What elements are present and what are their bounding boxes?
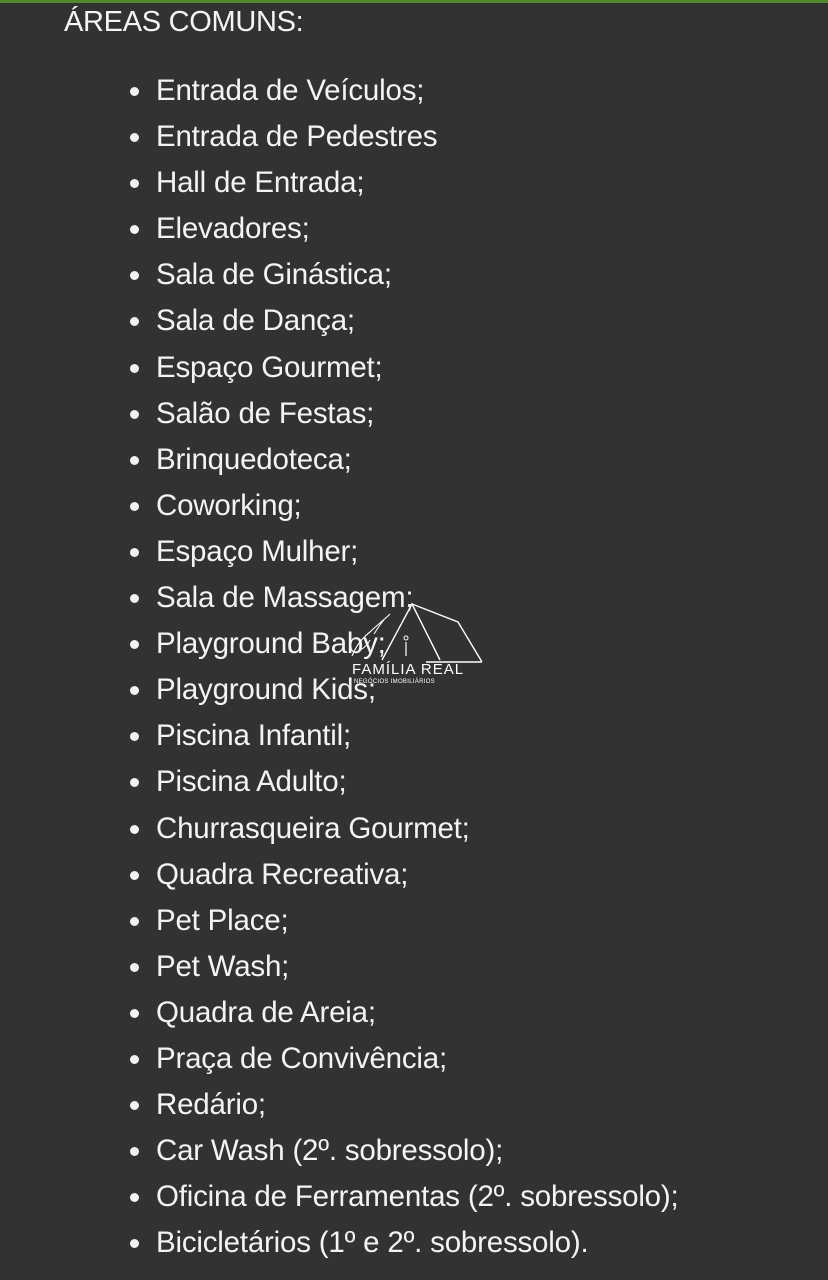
list-item-text: Piscina Adulto;	[156, 765, 347, 799]
list-item-text: Sala de Dança;	[156, 304, 355, 338]
list-item	[0, 1082, 679, 1128]
bullet-icon	[130, 1009, 139, 1018]
bullet-icon	[130, 686, 139, 695]
bullet-icon	[130, 825, 139, 834]
list-item	[0, 759, 679, 805]
bullet-icon	[130, 271, 139, 280]
list-item	[0, 391, 679, 437]
bullet-icon	[130, 87, 139, 96]
list-item-text: Sala de Massagem;	[156, 581, 414, 615]
list-item-text: Playground Baby;	[156, 627, 386, 661]
list-item-text: Brinquedoteca;	[156, 442, 352, 476]
bullet-icon	[130, 225, 139, 234]
bullet-icon	[130, 1239, 139, 1248]
list-item	[0, 114, 679, 160]
bullet-icon	[130, 640, 139, 649]
list-item-text: Entrada de Pedestres	[156, 120, 438, 154]
bullet-icon	[130, 1055, 139, 1064]
list-item	[0, 575, 679, 621]
list-item	[0, 1174, 679, 1220]
bullet-icon	[130, 133, 139, 142]
bullet-icon	[130, 1147, 139, 1156]
list-item	[0, 1128, 679, 1174]
list-item-text: Sala de Ginástica;	[156, 258, 392, 292]
amenity-list	[0, 68, 679, 1266]
bullet-icon	[130, 917, 139, 926]
list-item	[0, 1220, 679, 1266]
bullet-icon	[130, 548, 139, 557]
bullet-icon	[130, 410, 139, 419]
bullet-icon	[130, 364, 139, 373]
list-item	[0, 898, 679, 944]
list-item-text: Praça de Convivência;	[156, 1041, 447, 1075]
list-item	[0, 437, 679, 483]
section-heading: ÁREAS COMUNS:	[64, 6, 304, 38]
list-item	[0, 806, 679, 852]
bullet-icon	[130, 317, 139, 326]
bullet-icon	[130, 456, 139, 465]
list-item-text: Piscina Infantil;	[156, 719, 352, 753]
bullet-icon	[130, 1193, 139, 1202]
list-item-text: Quadra Recreativa;	[156, 857, 409, 891]
list-item	[0, 345, 679, 391]
list-item	[0, 483, 679, 529]
list-item	[0, 852, 679, 898]
list-item-text: Car Wash (2º. sobressolo);	[156, 1134, 504, 1168]
list-item	[0, 529, 679, 575]
bullet-icon	[130, 179, 139, 188]
list-item-text: Espaço Gourmet;	[156, 350, 383, 384]
list-item-text: Salão de Festas;	[156, 396, 375, 430]
bullet-icon	[130, 963, 139, 972]
watermark-subtitle: NEGÓCIOS IMOBILIÁRIOS	[354, 679, 435, 685]
list-item	[0, 713, 679, 759]
bullet-icon	[130, 502, 139, 511]
list-item-text: Pet Place;	[156, 903, 289, 937]
list-item-text: Espaço Mulher;	[156, 534, 359, 568]
list-item-text: Coworking;	[156, 488, 302, 522]
list-item	[0, 252, 679, 298]
bullet-icon	[130, 778, 139, 787]
list-item	[0, 206, 679, 252]
list-item	[0, 298, 679, 344]
list-item	[0, 1036, 679, 1082]
list-item-text: Churrasqueira Gourmet;	[156, 811, 470, 845]
bullet-icon	[130, 871, 139, 880]
list-item-text: Pet Wash;	[156, 949, 290, 983]
list-item	[0, 944, 679, 990]
top-accent-bar	[0, 0, 828, 3]
watermark-brand: FAMÍLIA REAL	[352, 661, 465, 678]
bullet-icon	[130, 594, 139, 603]
list-item	[0, 621, 679, 667]
list-item	[0, 160, 679, 206]
list-item	[0, 667, 679, 713]
list-item	[0, 68, 679, 114]
list-item-text: Bicicletários (1º e 2º. sobressolo).	[156, 1226, 589, 1260]
bullet-icon	[130, 732, 139, 741]
list-item-text: Entrada de Veículos;	[156, 74, 425, 107]
list-item-text: Redário;	[156, 1088, 266, 1122]
list-item-text: Hall de Entrada;	[156, 166, 365, 200]
list-item-text: Quadra de Areia;	[156, 995, 376, 1029]
list-item-text: Oficina de Ferramentas (2º. sobressolo);	[156, 1180, 679, 1214]
list-item-text: Elevadores;	[156, 212, 310, 246]
bullet-icon	[130, 1101, 139, 1110]
list-item	[0, 990, 679, 1036]
list-item-text: Playground Kids;	[156, 673, 376, 707]
